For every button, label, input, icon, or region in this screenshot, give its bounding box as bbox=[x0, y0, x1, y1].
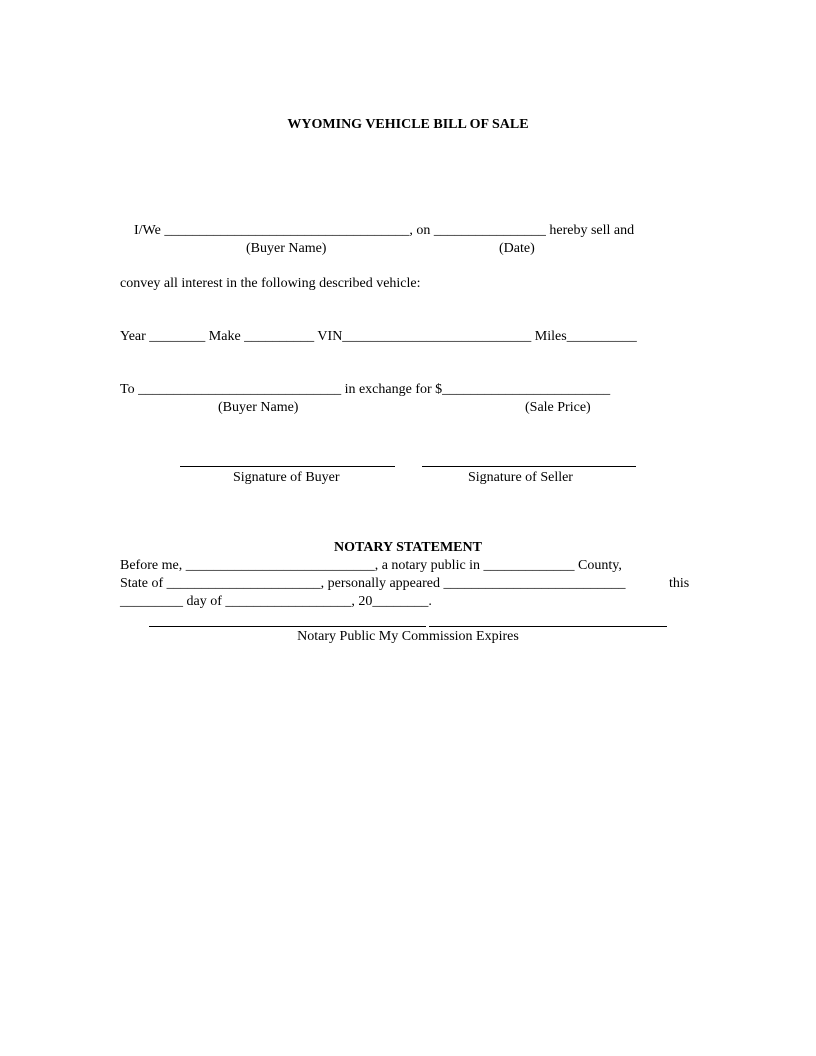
seller-signature-label: Signature of Seller bbox=[468, 470, 573, 485]
sale-price-caption: (Sale Price) bbox=[525, 400, 591, 415]
seller-signature-line bbox=[422, 466, 636, 467]
buyer-name-caption: (Buyer Name) bbox=[246, 241, 327, 256]
sale-line-seller-date: I/We ___________________________________, on ________________ hereby sell and bbox=[134, 223, 635, 238]
buyer-price-line: To _____________________________ in exchange for $________________________ bbox=[120, 382, 611, 397]
notary-public-signature-line bbox=[149, 626, 426, 627]
notary-line-this: this bbox=[669, 576, 690, 591]
vehicle-details-line: Year ________ Make __________ VIN___________________________ Miles__________ bbox=[120, 329, 637, 344]
buyer-signature-line bbox=[180, 466, 395, 467]
notary-line-state: State of ______________________, personally appeared __________________________ bbox=[120, 576, 626, 591]
commission-expires-line bbox=[429, 626, 667, 627]
sale-line-convey: convey all interest in the following described vehicle: bbox=[120, 276, 421, 291]
document-title: WYOMING VEHICLE BILL OF SALE bbox=[287, 117, 529, 132]
notary-line-day: _________ day of __________________, 20________. bbox=[120, 594, 432, 609]
notary-statement-title: NOTARY STATEMENT bbox=[334, 540, 482, 555]
date-caption: (Date) bbox=[499, 241, 535, 256]
notary-caption: Notary Public My Commission Expires bbox=[297, 629, 519, 644]
to-buyer-name-caption: (Buyer Name) bbox=[218, 400, 299, 415]
notary-line-before-me: Before me, ___________________________, a notary public in _____________ County, bbox=[120, 558, 622, 573]
buyer-signature-label: Signature of Buyer bbox=[233, 470, 340, 485]
